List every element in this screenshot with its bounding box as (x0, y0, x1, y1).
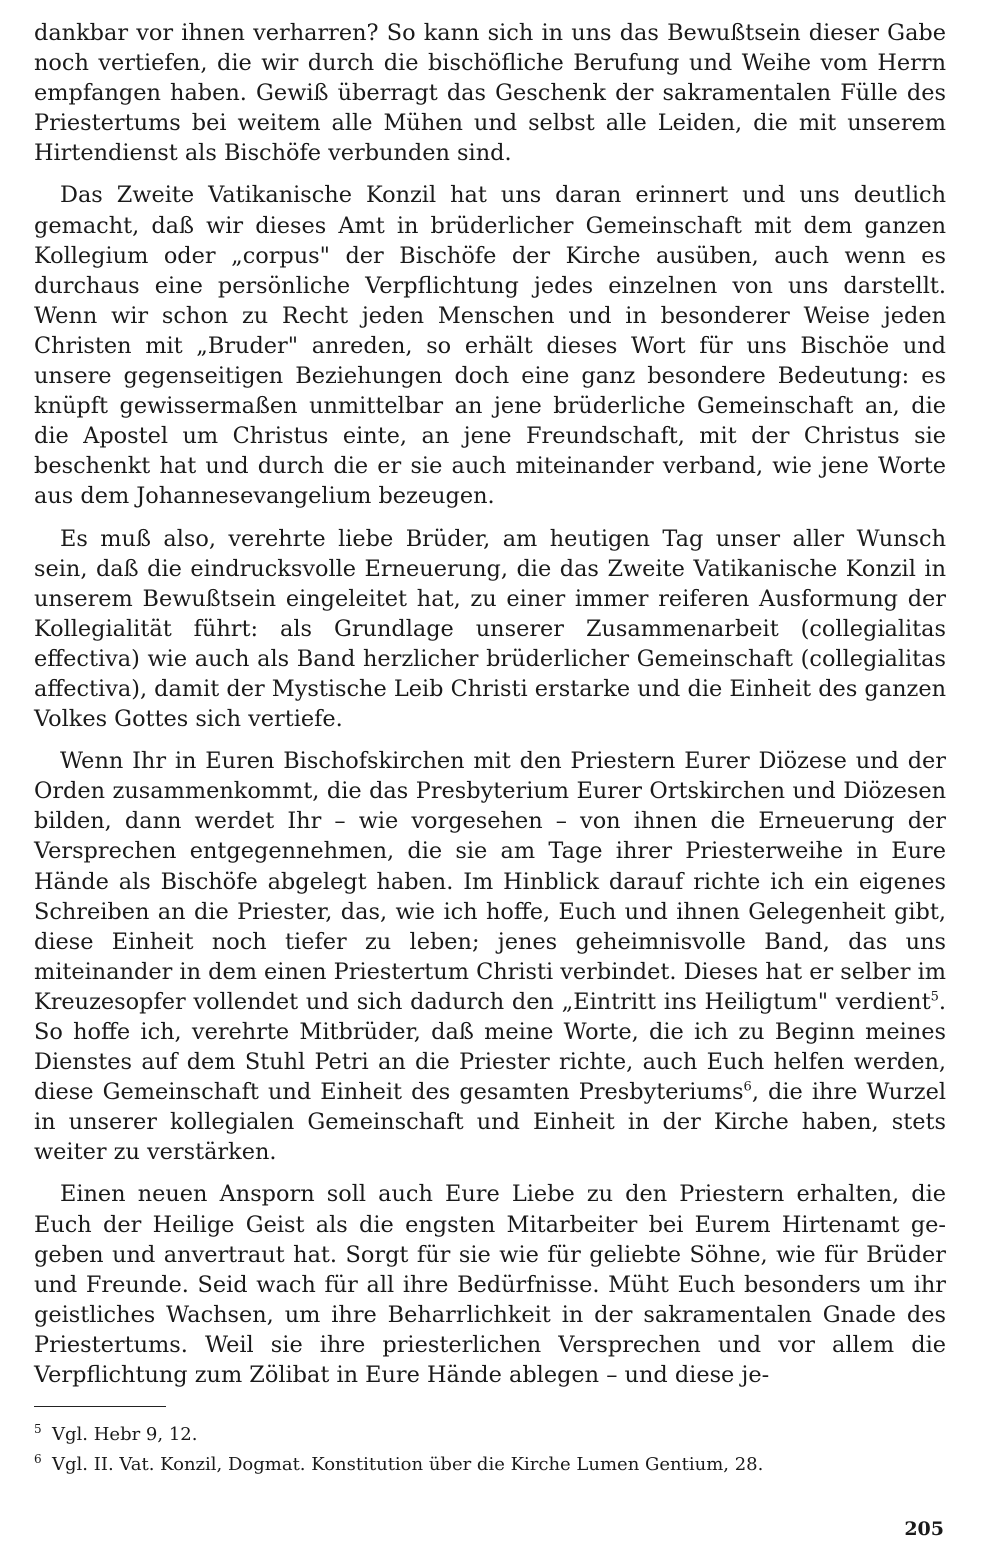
paragraph-3: Es muß also, verehrte liebe Brüder, am heutigen Tag unser aller Wunsch sein, daß die eindrucksvolle Erneuerung, die das Zweite Vatikanische Konzil in unserem Bewußtsein eingeleitet hat, zu einer immer reiferen Ausformung der Kollegialität führt: als Grundlage unserer Zusammenarbeit (collegialitas effectiva) wie auch als Band herzlicher brüderlicher Gemeinschaft (collegialitas affectiva), damit der Mystische Leib Christi erstarke und die Einheit des ganzen Volkes Gottes sich vertiefe. (34, 525, 946, 733)
paragraph-4 (34, 746, 946, 1167)
paragraph-5: Einen neuen Ansporn soll auch Eure Liebe zu den Priestern erhalten, die Euch der Heilige Geist als die engsten Mitarbeiter bei Eurem Hirtenamt gegeben und anvertraut hat. Sorgt für sie wie für geliebte Söhne, wie für Brüder und Freunde. Seid wach für all ihre Bedürfnisse. Müht Euch besonders um ihr geistliches Wachsen, um ihre Beharrlichkeit in der sakramentalen Gnade des Priestertums. Weil sie ihre priesterlichen Versprechen und vor allem die Verpflichtung zum Zölibat in Eure Hände ablegen – und diese je- (34, 1181, 946, 1389)
footnote-6: 6 Vgl. II. Vat. Konzil, Dogmat. Konstitution über die Kirche Lumen Gentium, 28. (34, 1452, 764, 1475)
footnote-text: Vgl. II. Vat. Konzil, Dogmat. Konstitution über die Kirche Lumen Gentium, 28. (52, 1454, 764, 1475)
footnote-ref-5: 5 (930, 989, 939, 1005)
paragraph-4-text-2: . So hoffe ich, verehrte Mitbrüder, daß meine Worte, die ich zu Beginn meines Dienstes auf dem Stuhl Petri an die Priester richte, auch Euch helfen werden, diese Gemeinschaft und Einheit des gesamten Presbyteriums (34, 988, 946, 1106)
page-number: 205 (904, 1518, 944, 1540)
paragraph-2: Das Zweite Vatikanische Konzil hat uns daran erinnert und uns deutlich gemacht, daß wir dieses Amt in brüderlicher Gemeinschaft mit dem ganzen Kollegium oder „corpus" der Bischöfe der Kirche ausüben, auch wenn es durchaus eine persönliche Verpflichtung jedes einzelnen von uns darstellt. Wenn wir schon zu Recht jeden Menschen und in besonderer Weise jeden Christen mit „Bruder" anreden, so erhält dieses Wort für uns Bischöe und unsere gegenseitigen Beziehungen doch eine ganz besondere Bedeutung: es knüpft gewissermaßen unmittelbar an jene brüderliche Gemeinschaft an, die die Apostel um Christus einte, an jene Freundschaft, mit der Christus sie beschenkt hat und durch die er sie auch miteinander verband, wie jene Worte aus dem Johannesevangelium bezeugen. (34, 182, 946, 510)
footnote-ref-6: 6 (743, 1079, 752, 1095)
footnotes (34, 1420, 946, 1480)
footnote-divider (34, 1406, 166, 1407)
paragraph-4-text-3: , die ihre Wurzel in unserer kollegialen Gemeinschaft und Einheit in der Kirche haben, stets weiter zu verstärken. (34, 1079, 946, 1166)
footnote-5: 5 Vgl. Hebr 9, 12. (34, 1422, 198, 1445)
footnote-text: Vgl. Hebr 9, 12. (52, 1424, 198, 1445)
paragraph-4-text-1: Wenn Ihr in Euren Bischofskirchen mit den Priestern Eurer Diözese und der Orden zusammenkommt, die das Presbyterium Eurer Ortskirchen und Diözesen bilden, dann werdet Ihr – wie vorgesehen – von ihnen die Erneuerung der Versprechen entgegennehmen, die sie am Tage ihrer Priesterweihe in Eure Hände als Bischöfe abgelegt haben. Im Hinblick darauf richte ich ein eigenes Schreiben an die Priester, das, wie ich hoffe, Euch und ihnen Gelegenheit gibt, diese Einheit noch tiefer zu leben; jenes geheimnisvolle Band, das uns miteinander in dem einen Priestertum Christi verbindet. Dieses hat er selber im Kreuzesopfer vollendet und sich dadurch den „Eintritt ins Heiligtum" verdient (34, 748, 946, 1015)
page-body (34, 18, 946, 1402)
paragraph-1: dankbar vor ihnen verharren? So kann sich in uns das Bewußtsein dieser Gabe noch vertiefen, die wir durch die bischöfliche Berufung und Weihe vom Herrn empfangen haben. Gewiß überragt das Geschenk der sakramentalen Fülle des Priestertums bei weitem alle Mühen und selbst alle Leiden, die mit unserem Hirtendienst als Bischöfe verbunden sind. (34, 20, 946, 167)
